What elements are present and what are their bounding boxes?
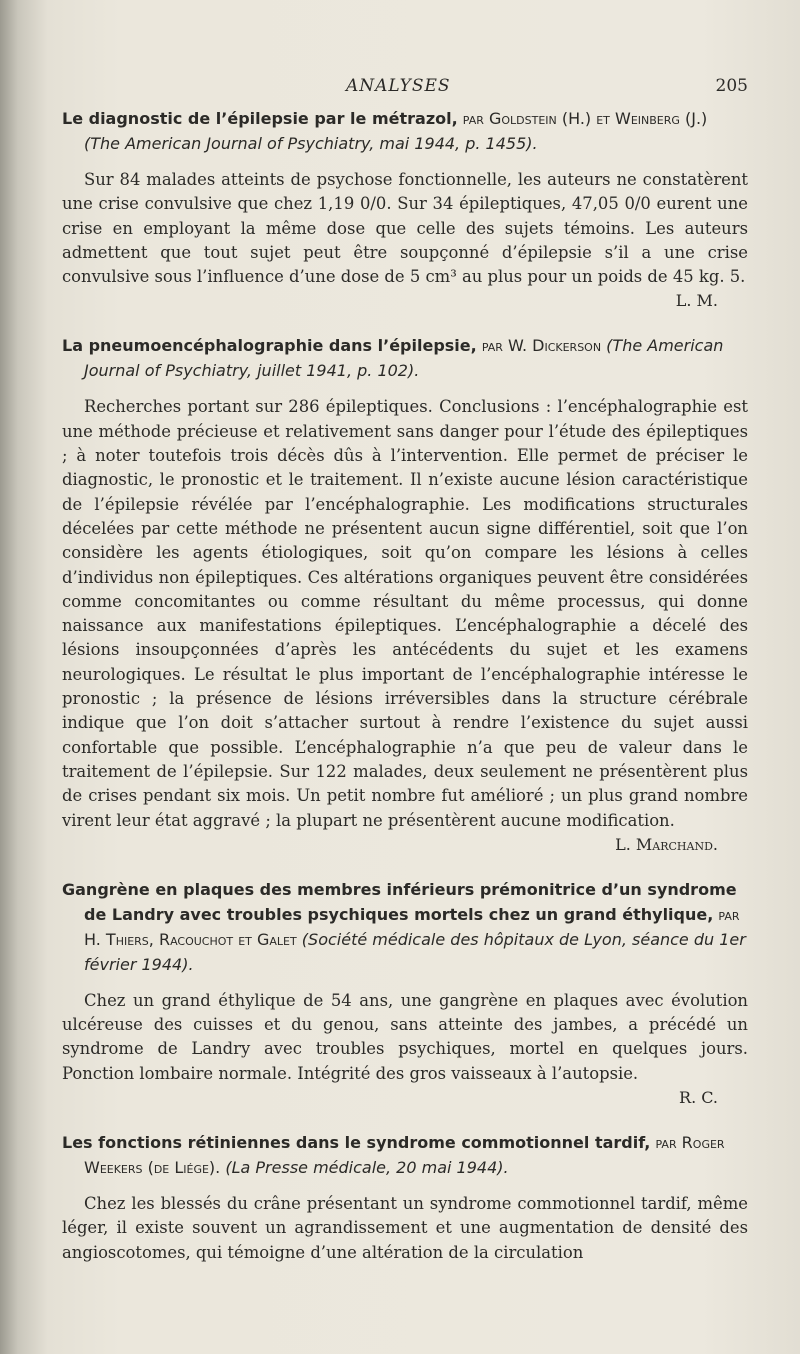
article-signature: L. M. [675, 291, 718, 311]
article-heading [62, 106, 748, 156]
article-signature: R. C. [679, 1088, 718, 1108]
article-heading [62, 1130, 748, 1180]
article-pneumoencephalographie [62, 333, 748, 856]
article-gangrene [62, 877, 748, 1110]
article-body: Chez un grand éthylique de 54 ans, une gangrène en plaques avec évolution ulcéreuse des cuisses et du genou, sans atteinte des jambes, a précédé un syndrome de Landry avec troubles psychiques, mortel en quelques jours. Ponction lombaire normale. Intégrité des gros vaisseaux à l’autopsie. [62, 990, 748, 1083]
article-source: (La Presse médicale, 20 mai 1944). [225, 1158, 509, 1178]
article-heading [62, 333, 748, 383]
article-body: Sur 84 malades atteints de psychose fonctionnelle, les auteurs ne constatèrent une crise convulsive que chez 1,19 0/0. Sur 34 épileptiques, 47,05 0/0 eurent une crise en employant la même dose que celle des sujets témoins. Les auteurs admettent que tout sujet peut être soupçonné d’épilepsie s’il a une crise convulsive sous l’influence d’une dose de 5 cm³ au plus pour un poids de 45 kg. 5. [62, 170, 748, 287]
page-content [62, 72, 748, 1285]
running-head [62, 72, 748, 106]
running-title: ANALYSES [346, 76, 451, 96]
article-heading [62, 877, 748, 977]
article-source: (Société médicale des hôpitaux de Lyon, séance du 1er février 1944). [84, 929, 746, 974]
article-authors: par H. Thiers, Racouchot et Galet [84, 904, 740, 949]
article-fonctions-retiniennes [62, 1130, 748, 1265]
article-title: Le diagnostic de l’épilepsie par le métrazol, [62, 109, 458, 128]
article-title: Les fonctions rétiniennes dans le syndrome commotionnel tardif, [62, 1133, 651, 1153]
article-authors: par W. Dickerson [481, 336, 602, 356]
article-authors: par Roger Weekers (de Liége). [84, 1133, 725, 1178]
article-body: Recherches portant sur 286 épileptiques. Conclusions : l’encéphalographie est une méthode précieuse et relativement sans danger pour l’étude des épileptiques ; à noter toutefois trois décès dûs à l’intervention. Elle permet de préciser le diagnostic, le pronostic et le traitement. Il n’existe aucune lésion caractéristique de l’épilepsie révélée par l’encéphalographie. Les modifications structurales décelées par cette méthode ne présentent aucun signe différentiel, soit que l’on considère les agents étiologiques, soit qu’on compare les lésions à celles d’individus non épileptiques. Ces altérations organiques peuvent être considérées comme concomitantes ou comme résultant du même processus, qui donne naissance aux manifestations épileptiques. L’encéphalographie a décelé des lésions insoupçonnées d’après les antécédents du sujet et les examens neurologiques. Le résultat le plus important de l’encéphalographie intéresse le pronostic ; la présence de lésions irréversibles dans la structure cérébrale indique que l’on doit s’attacher surtout à rendre l’existence du sujet aussi confortable que possible. L’encéphalographie n’a que peu de valeur dans le traitement de l’épilepsie. Sur 122 malades, deux seulement ne présentèrent plus de crises pendant six mois. Un petit nombre fut amélioré ; un plus grand nombre virent leur état aggravé ; la plupart ne présentèrent aucune modification. [62, 397, 748, 830]
article-title: Gangrène en plaques des membres inférieurs prémonitrice d’un syndrome de Landry avec troubles psychiques mortels chez un grand éthylique, [62, 879, 737, 924]
page-number: 205 [715, 76, 748, 96]
article-authors: par Goldstein (H.) et Weinberg (J.) [462, 109, 708, 128]
article-title: La pneumoencéphalographie dans l’épilepsie, [62, 336, 477, 356]
article-signature: L. Marchand. [615, 834, 718, 854]
article-source: (The American Journal of Psychiatry, mai 1944, p. 1455). [84, 134, 538, 153]
article-body: Chez les blessés du crâne présentant un syndrome commotionnel tardif, même léger, il existe souvent un agrandissement et une augmentation de densité des angioscotomes, qui témoigne d’une altération de la circulation [62, 1194, 748, 1262]
article-source: (The American Journal of Psychiatry, juillet 1941, p. 102). [84, 336, 724, 381]
article-metrazol [62, 106, 748, 313]
